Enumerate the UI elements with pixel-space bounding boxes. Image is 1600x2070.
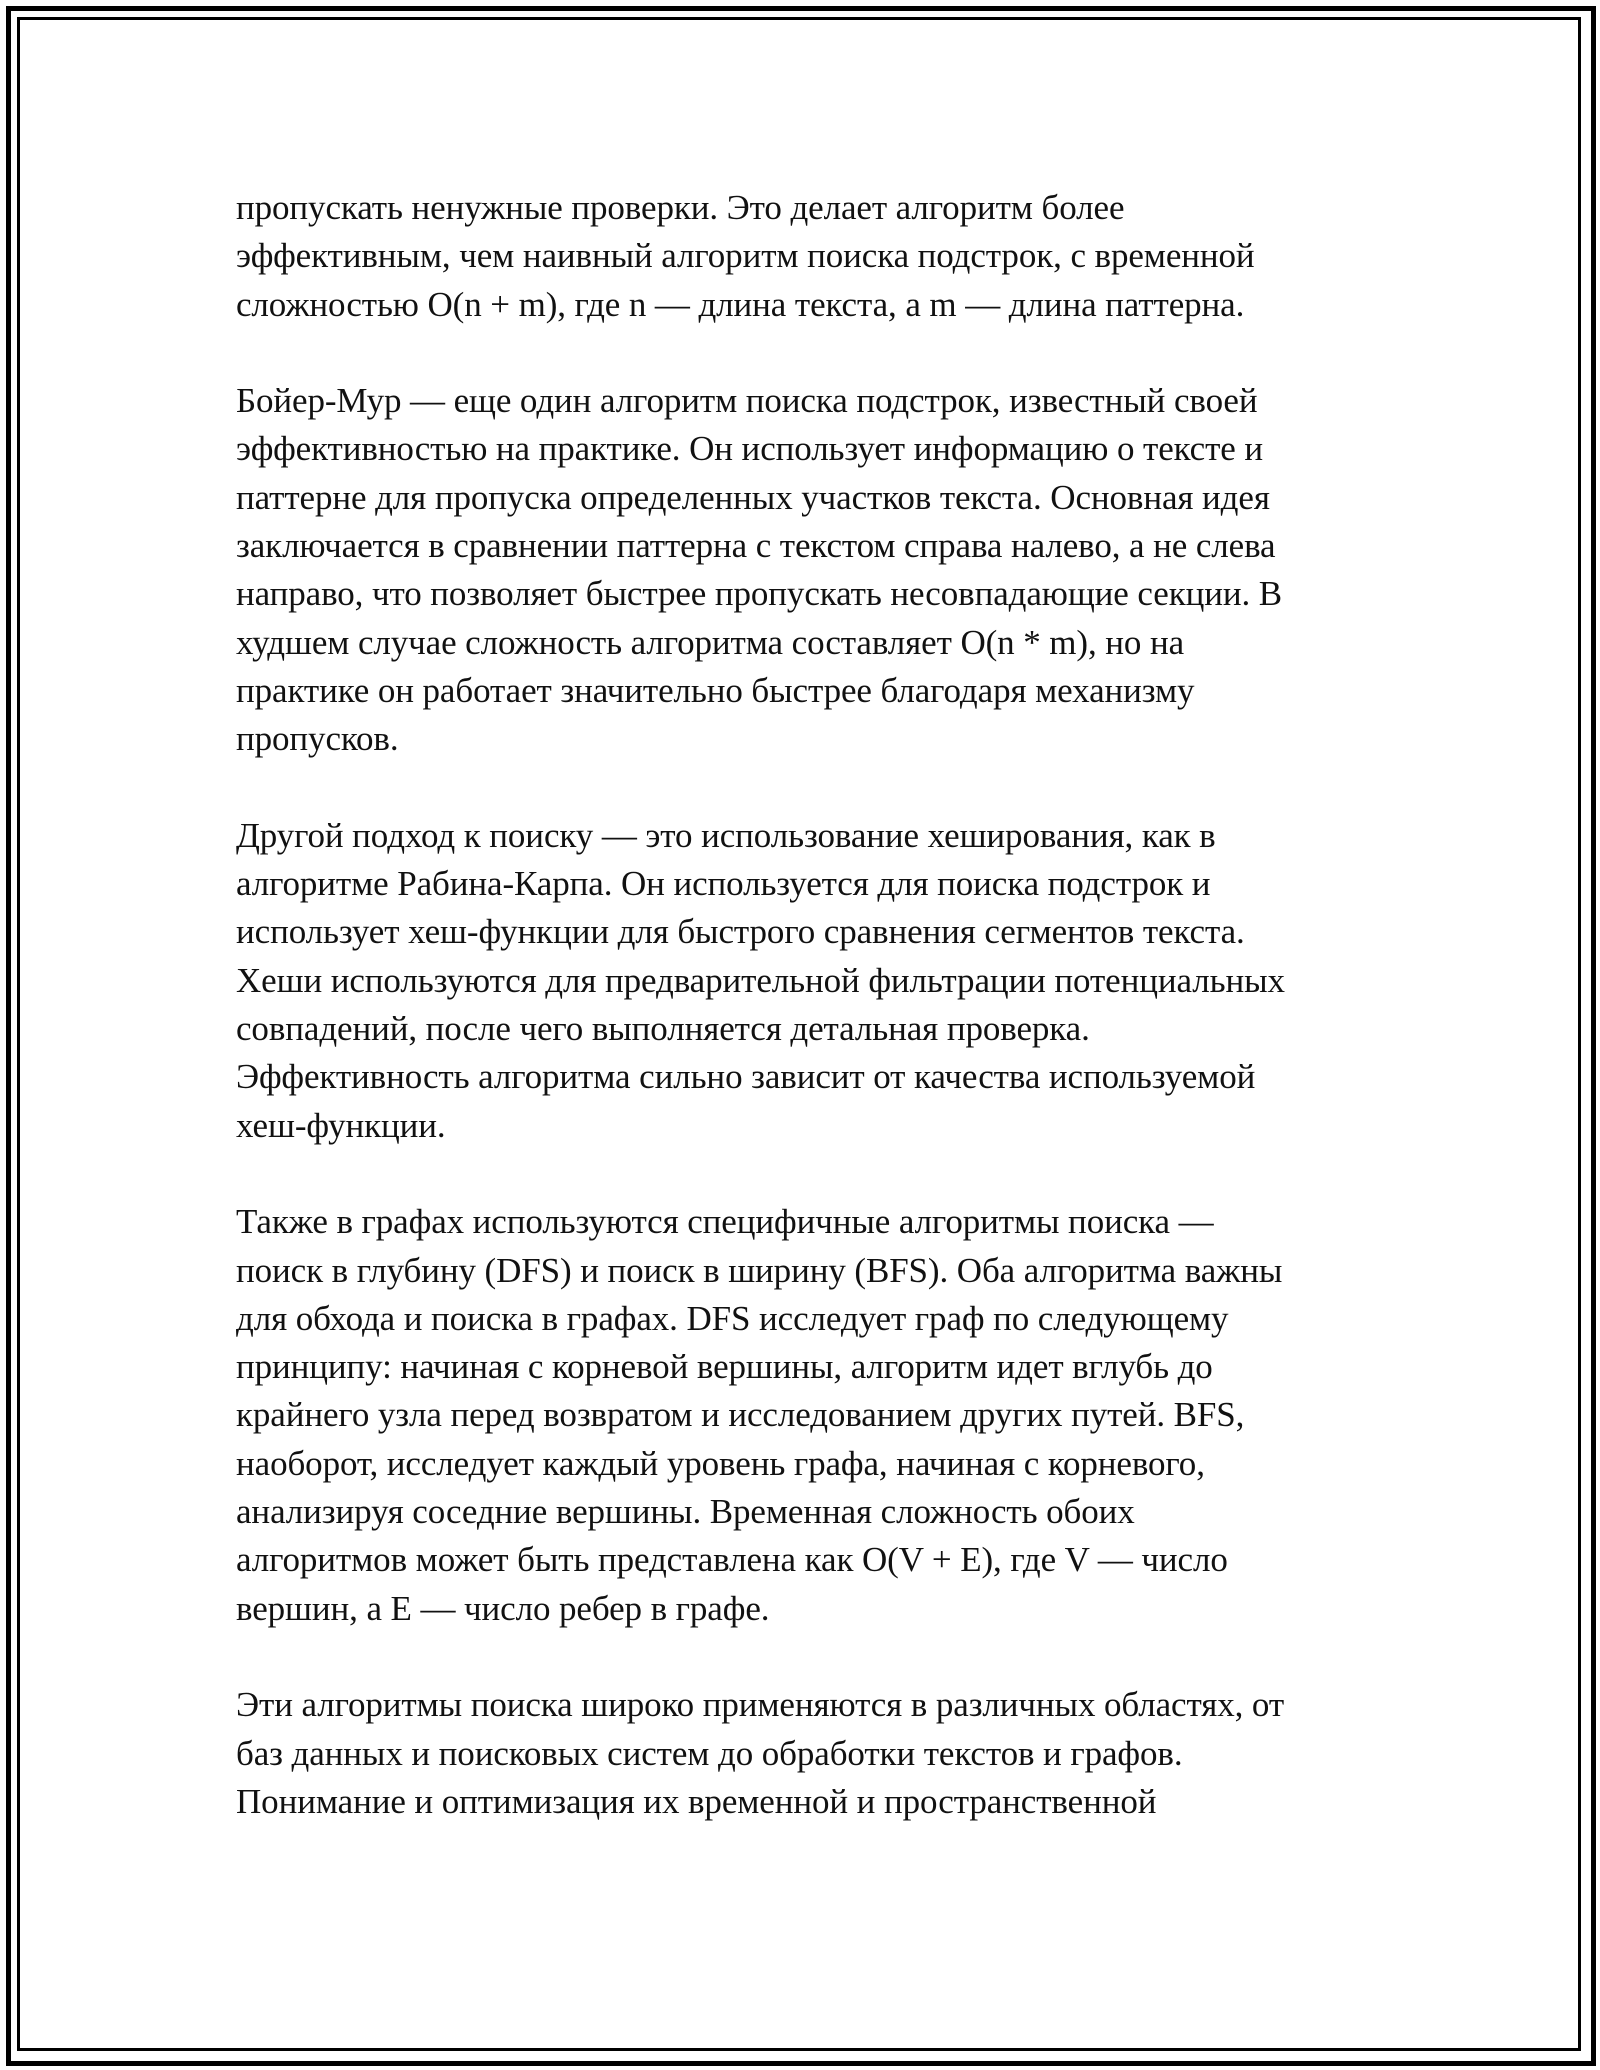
- text-line: Эффективность алгоритма сильно зависит от качества используемой: [236, 1057, 1256, 1097]
- document-body: [236, 184, 1356, 1874]
- text-line: хеш-функции.: [236, 1105, 446, 1145]
- text-line: Бойер-Мур — еще один алгоритм поиска подстрок, известный своей: [236, 381, 1258, 421]
- paragraph: [236, 1198, 1356, 1633]
- text-line: баз данных и поисковых систем до обработки текстов и графов.: [236, 1733, 1183, 1773]
- text-line: паттерне для пропуска определенных участков текста. Основная идея: [236, 477, 1270, 517]
- paragraph: [236, 184, 1356, 329]
- text-line: анализируя соседние вершины. Временная сложность обоих: [236, 1492, 1135, 1532]
- text-line: использует хеш-функции для быстрого сравнения сегментов текста.: [236, 912, 1245, 952]
- text-line: поиск в глубину (DFS) и поиск в ширину (BFS). Оба алгоритма важны: [236, 1250, 1283, 1290]
- paragraph: [236, 812, 1356, 1150]
- text-line: вершин, а E — число ребер в графе.: [236, 1588, 770, 1628]
- text-line: Эти алгоритмы поиска широко применяются в различных областях, от: [236, 1685, 1285, 1725]
- text-line: худшем случае сложность алгоритма составляет O(n * m), но на: [236, 622, 1185, 662]
- text-line: алгоритмов может быть представлена как O(V + E), где V — число: [236, 1540, 1228, 1580]
- text-line: крайнего узла перед возвратом и исследованием других путей. BFS,: [236, 1395, 1245, 1435]
- text-line: эффективностью на практике. Он использует информацию о тексте и: [236, 429, 1264, 469]
- text-line: эффективным, чем наивный алгоритм поиска подстрок, с временной: [236, 236, 1255, 276]
- text-line: алгоритме Рабина-Карпа. Он используется для поиска подстрок и: [236, 864, 1211, 904]
- paragraph: [236, 377, 1356, 763]
- text-line: совпадений, после чего выполняется детальная проверка.: [236, 1009, 1090, 1049]
- text-line: пропусков.: [236, 719, 399, 759]
- text-line: принципу: начиная с корневой вершины, алгоритм идет вглубь до: [236, 1347, 1213, 1387]
- text-line: направо, что позволяет быстрее пропускать несовпадающие секции. В: [236, 574, 1283, 614]
- text-line: Понимание и оптимизация их временной и пространственной: [236, 1781, 1157, 1821]
- paragraph: [236, 1681, 1356, 1826]
- text-line: практике он работает значительно быстрее благодаря механизму: [236, 670, 1195, 710]
- text-line: Также в графах используются специфичные алгоритмы поиска —: [236, 1202, 1214, 1242]
- text-line: пропускать ненужные проверки. Это делает алгоритм более: [236, 188, 1125, 227]
- text-line: Хеши используются для предварительной фильтрации потенциальных: [236, 960, 1285, 1000]
- text-line: наоборот, исследует каждый уровень графа, начиная с корневого,: [236, 1443, 1205, 1483]
- text-line: для обхода и поиска в графах. DFS исследует граф по следующему: [236, 1298, 1229, 1338]
- text-line: сложностью O(n + m), где n — длина текста, а m — длина паттерна.: [236, 284, 1245, 324]
- text-line: Другой подход к поиску — это использование хеширования, как в: [236, 815, 1216, 855]
- text-line: заключается в сравнении паттерна с текстом справа налево, а не слева: [236, 526, 1276, 566]
